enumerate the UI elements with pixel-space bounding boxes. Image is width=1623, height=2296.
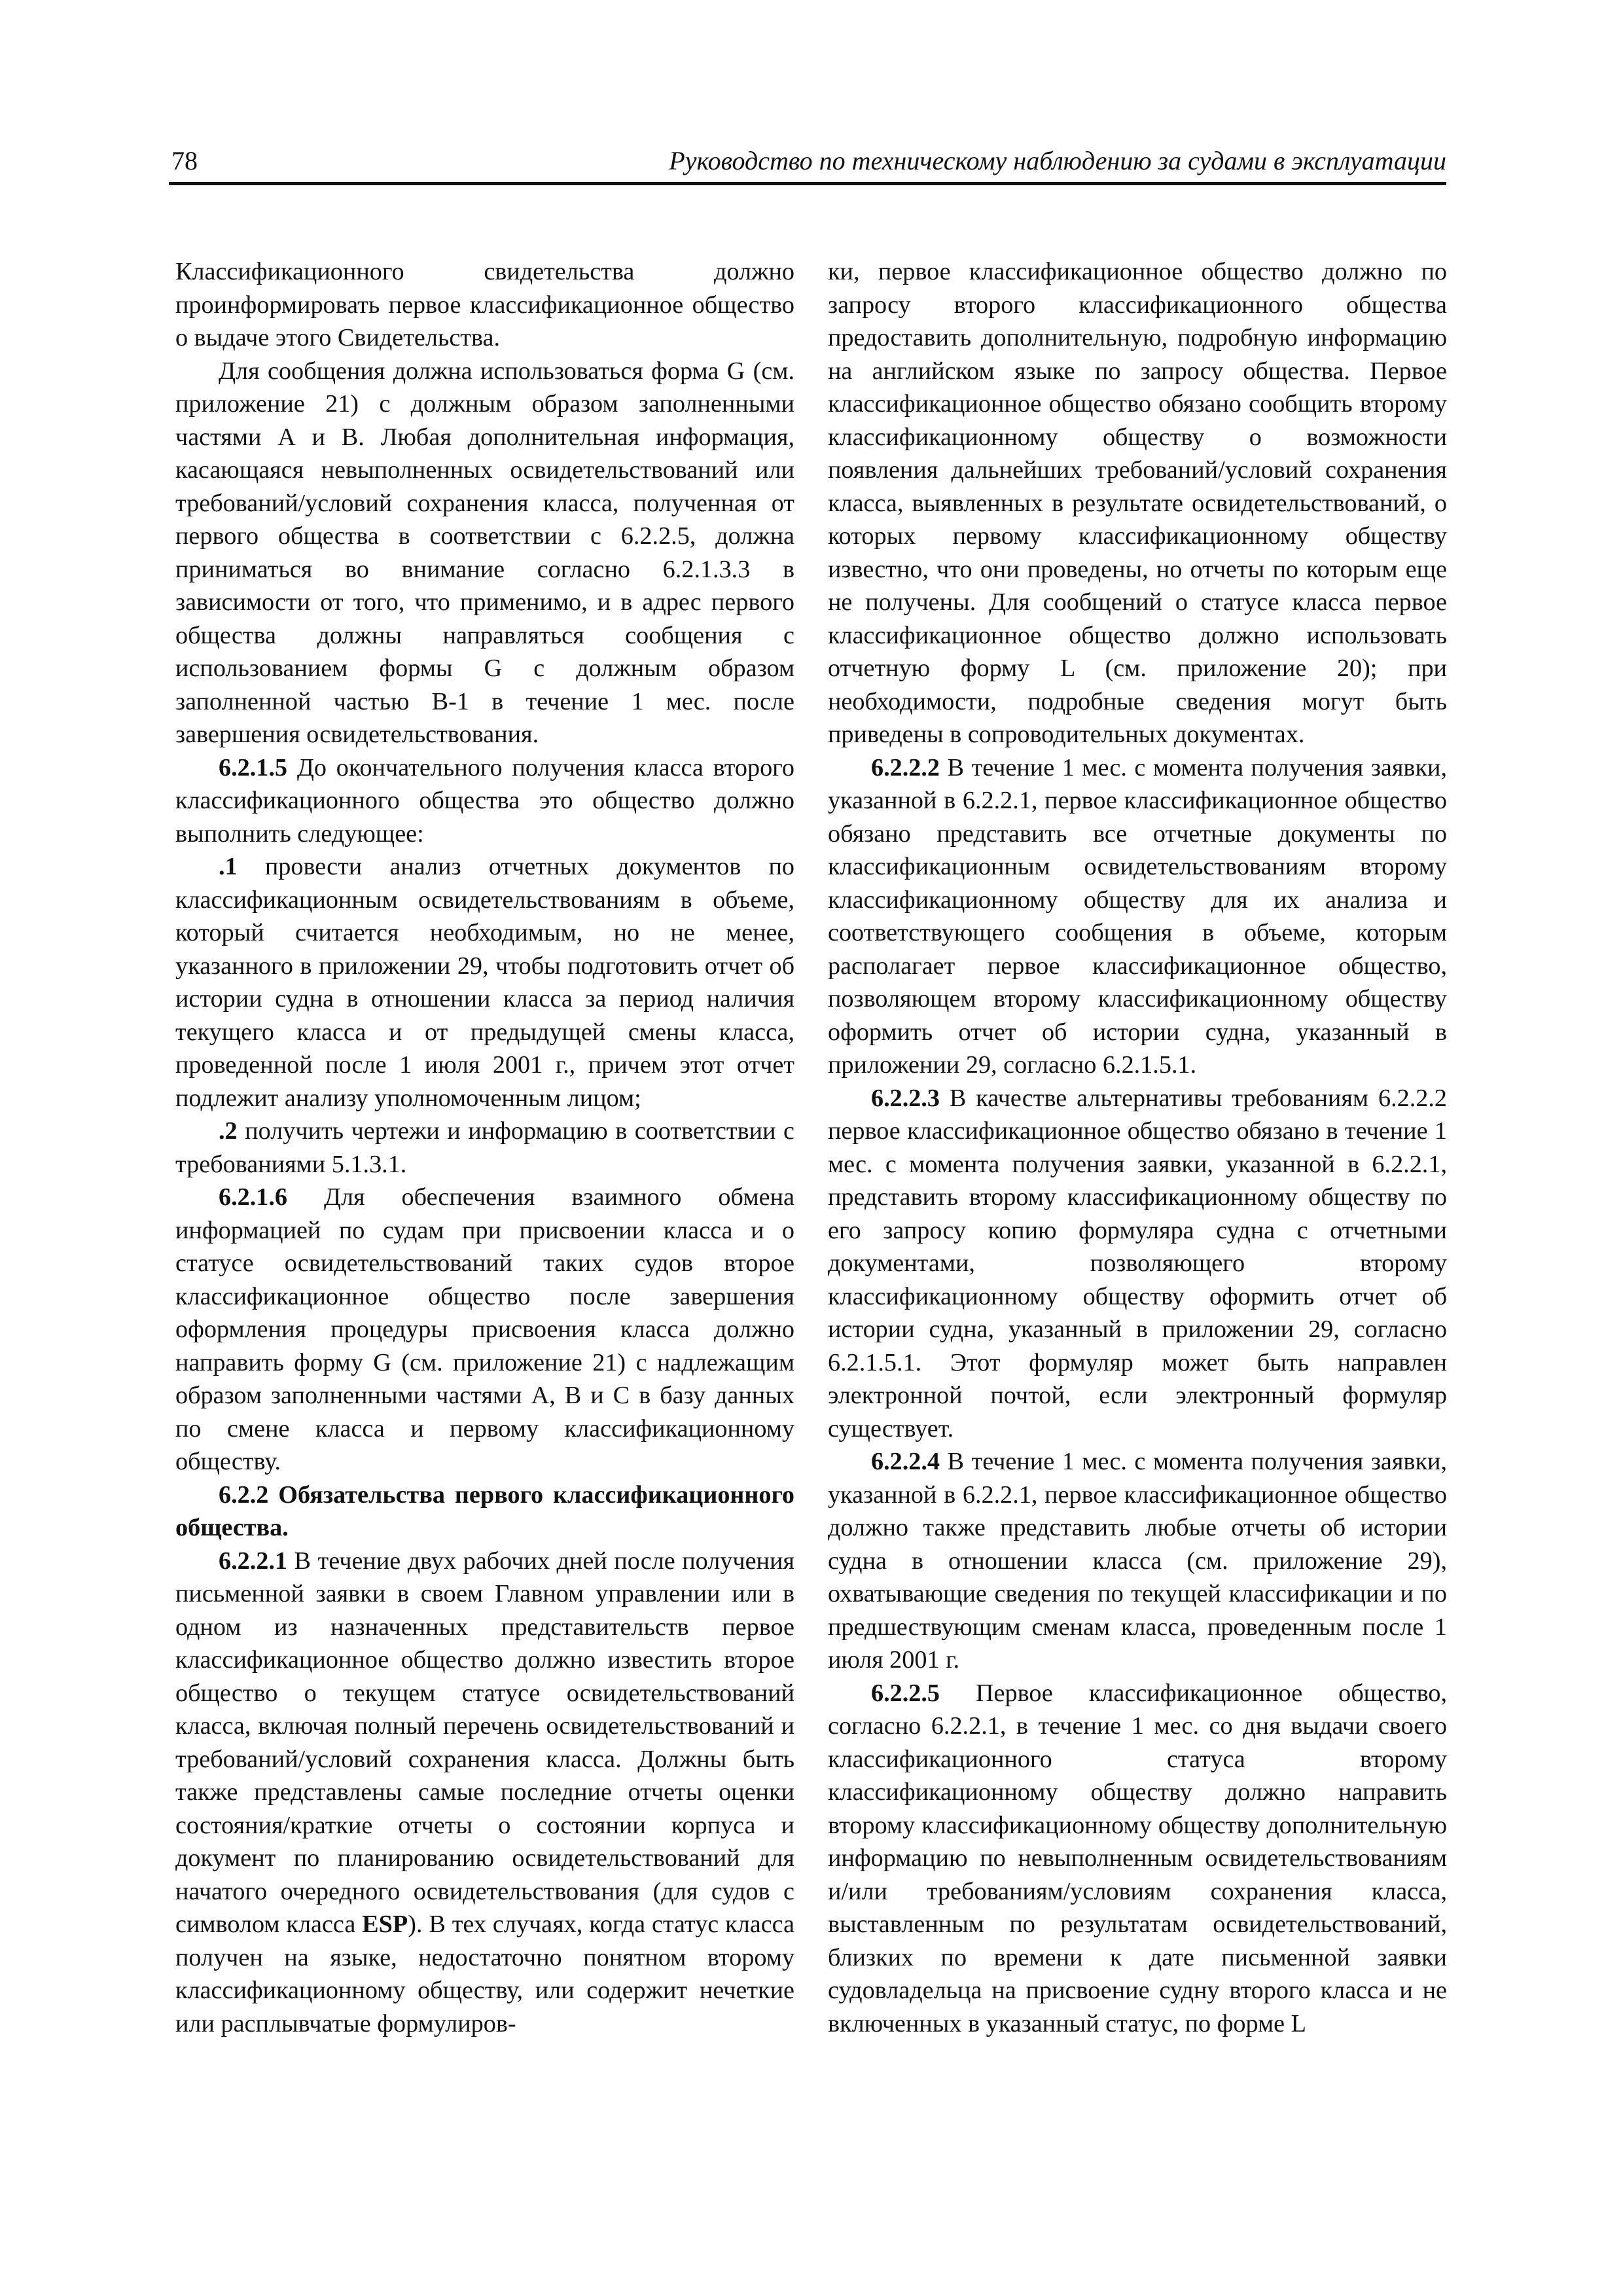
list-item xyxy=(175,850,794,1115)
class-symbol: ESP xyxy=(362,1910,408,1938)
section-text: В качестве альтернативы требованиям 6.2.2.2 первое классификационное общество обязано в течение 1 мес. с момента получения заявки, указанной в 6.2.2.1, представить второму классификационному обществу по его запросу копию формуляра судна с отчетными документами, позволяющего второму классификационному обществу оформить отчет об истории судна, указанный в приложении 29, согласно 6.2.1.5.1. Этот формуляр может быть направлен электронной почтой, если электронный формуляр существует. xyxy=(828,1084,1447,1443)
list-item-text: получить чертежи и информацию в соответствии с требованиями 5.1.3.1. xyxy=(175,1117,794,1178)
section-text: В течение 1 мес. с момента получения заявки, указанной в 6.2.2.1, первое классификационное общество обязано представить все отчетные документы по классификационным освидетельствованиям второму классификационному обществу для их анализа и соответствующего сообщения в объеме, которым располагает первое классификационное общество, позволяющем второму классификационному обществу оформить отчет об истории судна, указанный в приложении 29, согласно 6.2.1.5.1. xyxy=(828,753,1447,1079)
running-title: Руководство по техническому наблюдению за судами в эксплуатации xyxy=(669,146,1446,175)
section-6-2-2-3 xyxy=(828,1082,1447,1446)
section-number: 6.2.2.4 xyxy=(871,1448,940,1475)
list-item-number: .1 xyxy=(219,853,238,880)
section-text: До окончательного получения класса второго классификационного общества это общество должно выполнить следующее: xyxy=(175,753,794,848)
list-item-text: провести анализ отчетных документов по классификационным освидетельствованиям в объеме, который считается необходимым, но не менее, указанного в приложении 29, чтобы подготовить отчет об истории судна в отношении класса за период наличия текущего класса и от предыдущей смены класса, проведенной после 1 июля 2001 г., причем этот отчет подлежит анализу уполномоченным лицом; xyxy=(175,853,794,1112)
section-number: 6.2.2.5 xyxy=(871,1679,940,1707)
section-6-2-1-6 xyxy=(175,1181,794,1479)
section-6-2-1-5 xyxy=(175,751,794,851)
left-column xyxy=(175,255,794,2040)
section-text: Первое классификационное общество, согласно 6.2.2.1, в течение 1 мес. со дня выдачи своего классификационного статуса второму классификационному обществу должно направить второму классификационному обществу дополнительную информацию по невыполненным освидетельствованиям и/или требованиям/условиям сохранения класса, выставленным по результатам освидетельствований, близких по времени к дате письменной заявки судовладельца на присвоение судну второго класса и не включенных в указанный статус, по форме L xyxy=(828,1679,1447,2037)
list-item xyxy=(175,1115,794,1181)
paragraph: Классификационного свидетельства должно проинформировать первое классификационное общество о выдаче этого Свидетельства. xyxy=(175,258,794,351)
page-header xyxy=(169,143,1446,185)
section-number: 6.2.2.3 xyxy=(871,1084,940,1112)
section-6-2-2-2 xyxy=(828,751,1447,1082)
section-6-2-2-5 xyxy=(828,1677,1447,2041)
section-number: 6.2.2.2 xyxy=(871,753,940,781)
list-item-number: .2 xyxy=(219,1117,238,1145)
section-number: 6.2.2.1 xyxy=(219,1547,288,1575)
section-heading xyxy=(175,1479,794,1545)
paragraph: Для сообщения должна использоваться форма G (см. приложение 21) с должным образом заполненными частями А и В. Любая дополнительная информация, касающаяся невыполненных освидетельствований или требований/условий сохранения класса, полученная от первого общества в соответствии с 6.2.2.5, должна приниматься во внимание согласно 6.2.1.3.3 в зависимости от того, что применимо, и в адрес первого общества должны направляться сообщения с использованием формы G с должным образом заполненной частью В-1 в течение 1 мес. после завершения освидетельствования. xyxy=(175,357,794,748)
section-text: В течение 1 мес. с момента получения заявки, указанной в 6.2.2.1, первое классификационное общество должно также представить любые отчеты об истории судна в отношении класса (см. приложение 29), охватывающие сведения по текущей классификации и по предшествующим сменам класса, проведенным после 1 июля 2001 г. xyxy=(828,1448,1447,1674)
section-6-2-2-4 xyxy=(828,1445,1447,1677)
section-heading-text: 6.2.2 Обязательства первого классификационного общества. xyxy=(175,1480,794,1541)
paragraph: ки, первое классификационное общество должно по запросу второго классификационного общества предоставить дополнительную, подробную информацию на английском языке по запросу общества. Первое классификационное общество обязано сообщить второму классификационному обществу о возможности появления дальнейших требований/условий сохранения класса, выявленных в результате освидетельствований, о которых первому классификационному обществу известно, что они проведены, но отчеты по которым еще не получены. Для сообщений о статусе класса первое классификационное общество должно использовать отчетную форму L (см. приложение 20); при необходимости, подробные сведения могут быть приведены в сопроводительных документах. xyxy=(828,258,1447,748)
section-text: В течение двух рабочих дней после получения письменной заявки в своем Главном управлении или в одном из назначенных представительств первое классификационное общество должно известить второе общество о текущем статусе освидетельствований класса, включая полный перечень освидетельствований и требований/условий сохранения класса. Должны быть также представлены самые последние отчеты оценки состояния/краткие отчеты о состоянии корпуса и документ по планированию освидетельствований для начатого очередного освидетельствования (для судов с символом класса xyxy=(175,1547,794,1938)
section-text: ). В тех случаях, когда статус класса получен на языке, недостаточно понятном второму классификационному обществу, или содержит нечеткие или расплывчатые формулиров- xyxy=(175,1910,795,2037)
section-number: 6.2.1.6 xyxy=(219,1183,288,1211)
section-6-2-2-1 xyxy=(175,1545,794,2041)
page-number: 78 xyxy=(171,146,198,175)
section-text: Для обеспечения взаимного обмена информацией по судам при присвоении класса и о статусе освидетельствований таких судов второе классификационное общество после завершения оформления процедуры присвоения класса должно направить форму G (см. приложение 21) с надлежащим образом заполненными частями А, В и С в базу данных по смене класса и первому классификационному обществу. xyxy=(175,1183,794,1475)
right-column xyxy=(828,255,1447,2040)
section-number: 6.2.1.5 xyxy=(219,753,288,781)
